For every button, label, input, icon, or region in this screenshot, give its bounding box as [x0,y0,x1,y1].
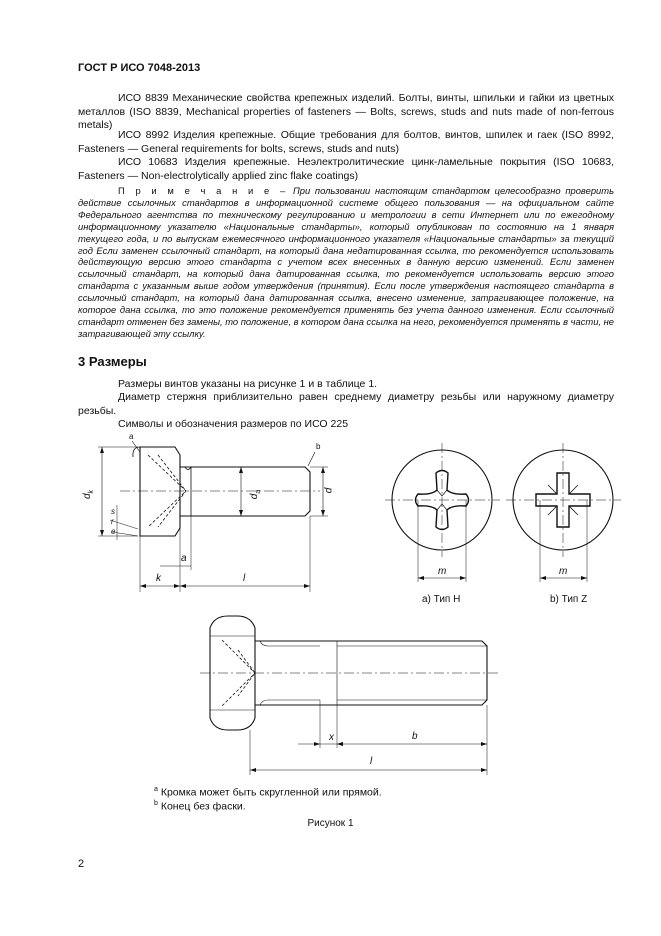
label-d: d [323,487,335,494]
label-dk: $d_k$ [82,489,96,500]
section-paragraph: Символы и обозначения размеров по ИСО 225 [118,418,349,430]
label-r: r [111,517,114,526]
label-b-note: b [316,442,321,451]
section-paragraph: Диаметр стержня приблизительно равен среднему диаметру резьбы или наружному диаметру резьбы. [78,391,614,417]
reference-iso-10683: ИСО 10683 Изделия крепежные. Неэлектролитические цинк-ламельные покрытия (ISO 10683, Fasteners — Non-electrolytically applied zinc flake coatings) [78,156,614,182]
section-paragraph: Размеры винтов указаны на рисунке 1 и в таблице 1. [118,378,378,390]
screw-full-view [200,616,498,775]
page-header: ГОСТ Р ИСО 7048-2013 [78,62,201,74]
reference-iso-8839: ИСО 8839 Механические свойства крепежных изделий. Болты, винты, шпильки и гайки из цветных металлов (ISO 8839, Mechanical properties of fasteners — Bolts, screws, studs and nuts made of non-ferrous metals) [78,92,614,131]
label-a-note: a [129,432,134,441]
label-b-dim: b [412,731,418,742]
label-da: $d_a$ [249,489,263,500]
recess-type-h [385,443,500,582]
figure-caption: Рисунок 1 [307,818,354,829]
label-s: s [111,507,115,516]
label-l-top: l [243,573,246,584]
footnote-a: $^a$ Кромка может быть скругленной или прямой. [154,786,382,799]
page-number: 2 [78,858,85,870]
reference-iso-8992: ИСО 8992 Изделия крепежные. Общие требования для болтов, винтов, шпилек и гаек (ISO 8992, Fasteners — General requirements for bolts, screws, studs and nuts) [78,129,614,155]
label-m-z: m [559,566,568,577]
label-l-bottom: l [370,756,373,767]
label-x: x [329,732,334,743]
caption-type-z: b) Тип Z [550,594,588,605]
label-m-h: m [438,566,447,577]
recess-type-z [506,443,621,582]
footnote-b: $^b$ Конец без фаски. [154,800,246,813]
label-e: e [111,527,116,536]
screw-side-view [98,441,328,592]
section-title: 3 Размеры [78,354,147,369]
note-text: При пользовании настоящим стандартом целесообразно проверить действие ссылочных стандартов в информационной системе общего пользования — на официальном сайте Федерального агентства по техническому регулированию и метрологии в сети Интернет или по ежегодному информационному указателю «Национальные стандарты», который опубликован по состоянию на 1 января текущего года, и по выпускам ежемесячного информационного указателя «Национальные стандарты» за текущий год Если заменен ссылочный стандарт, на который дана недатированная ссылка, то рекомендуется использовать действующую версию этого стандарта с учетом всех внесенных в данную версию изменений. Если заменен ссылочный стандарт, на который дана датированная ссылка, то рекомендуется использовать версию этого стандарта с указанным выше годом утверждения (принятия). Если после утверждения настоящего стандарта в ссылочный стандарт, на который дана датированная ссылка, внесено изменение, затрагивающее положение, на которое дана ссылка, то это положение рекомендуется применять без учета данного изменения. Если ссылочный стандарт отменен без замены, то положение, в котором дана ссылка на него, рекомендуется применять в части, не затрагивающей эту ссылку. [78,185,614,339]
label-k: k [156,573,161,584]
label-a-dim: a [181,553,187,564]
note-label: П р и м е ч а н и е – [118,185,289,196]
caption-type-h: а) Тип H [422,594,461,605]
